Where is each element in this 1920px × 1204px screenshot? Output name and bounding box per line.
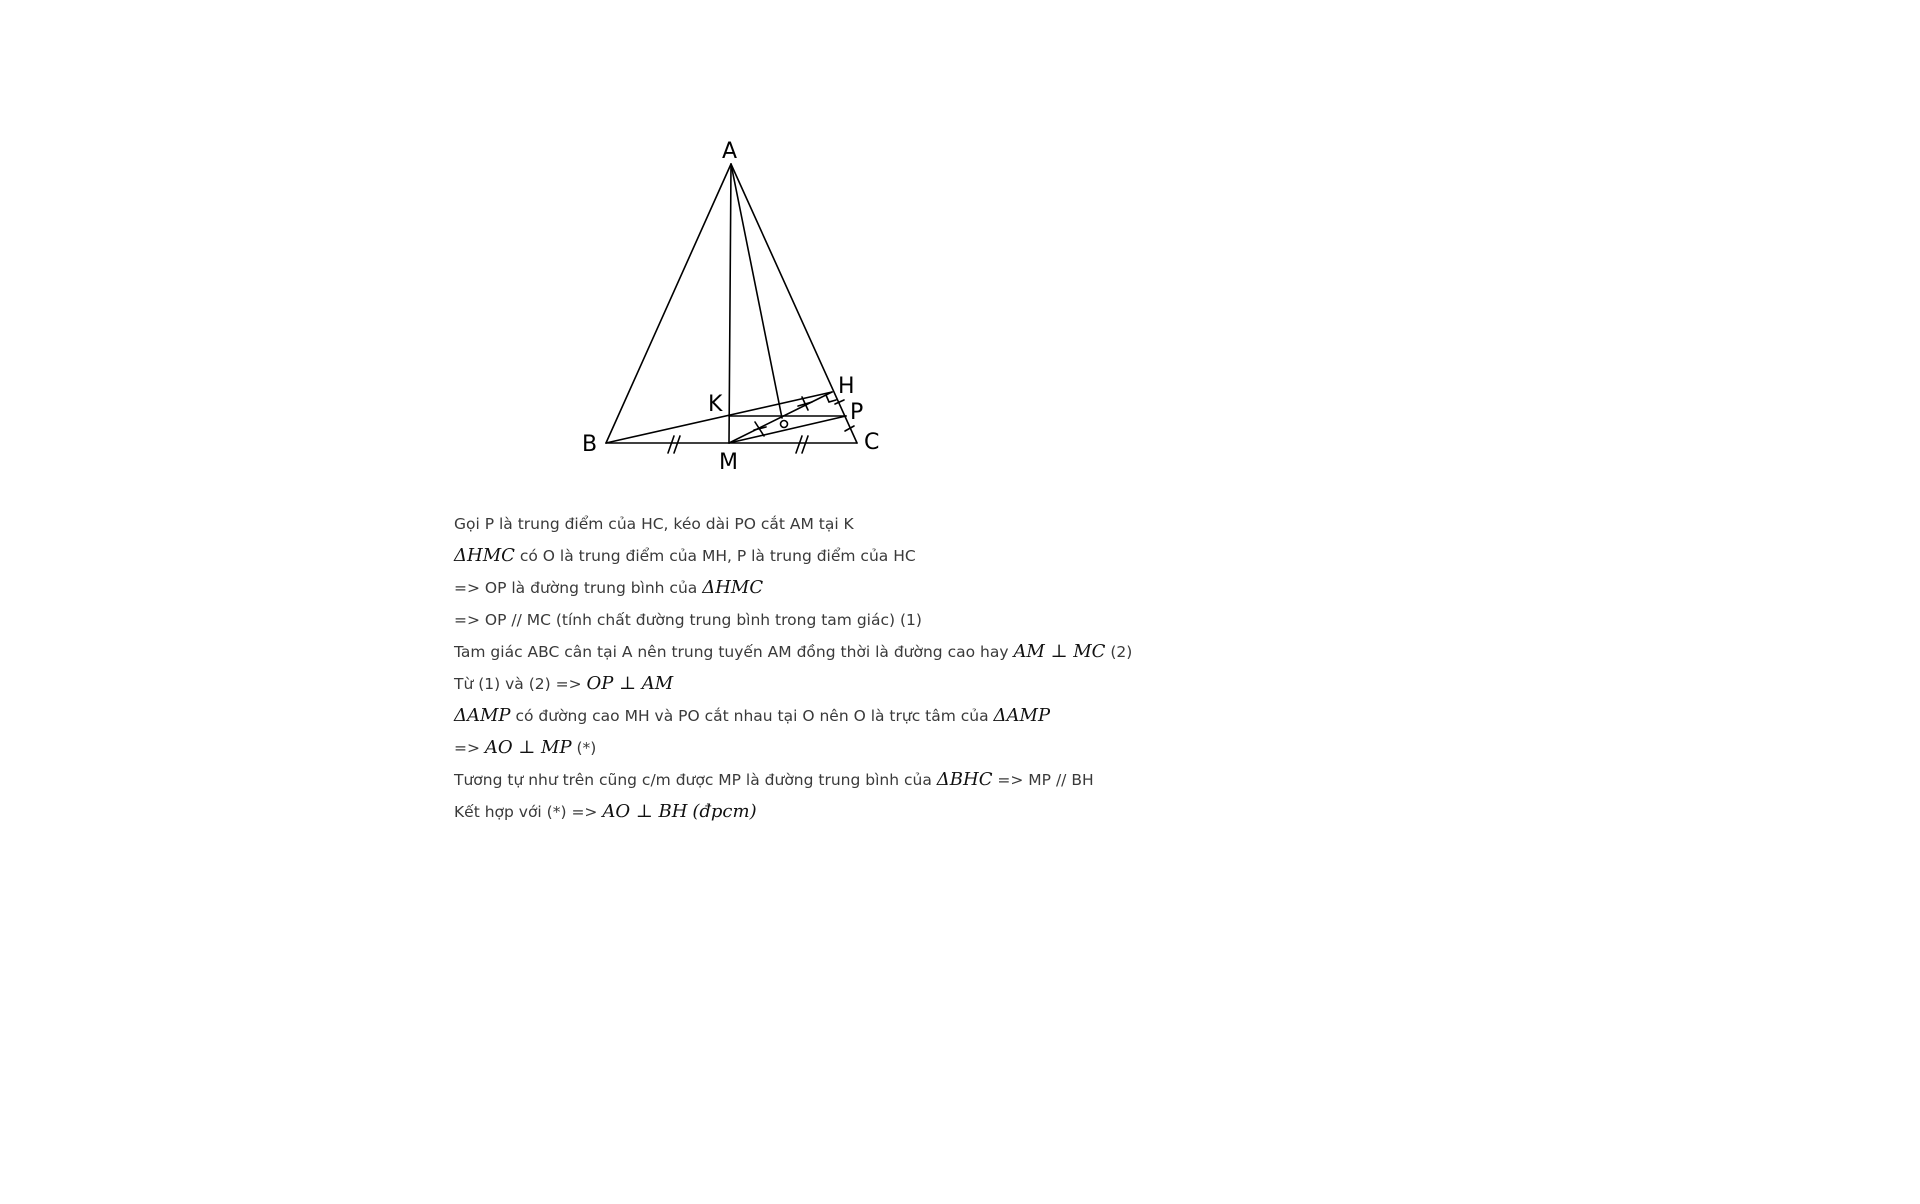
math-AO-perp-BH: AO ⊥ BH [602, 801, 688, 822]
solution-line-8 [454, 732, 1354, 764]
text: có O là trung điểm của MH, P là trung điểm của HC [514, 547, 916, 565]
point-O-marker [781, 421, 788, 428]
tick-BM-2 [674, 436, 680, 453]
math-dpcm: đpcm [699, 801, 750, 822]
math-paren-open: ( [692, 801, 700, 822]
math-triangle-HMC: ΔHMC [702, 577, 764, 598]
math-OP-perp-AM: OP ⊥ AM [586, 673, 674, 694]
label-B: B [582, 432, 598, 457]
text: => [454, 739, 485, 757]
text: Tam giác ABC cân tại A nên trung tuyến AM đồng thời là đường cao hay [454, 643, 1014, 661]
text: => OP là đường trung bình của [454, 579, 703, 597]
segment-AM [729, 164, 731, 443]
label-A: A [722, 139, 738, 164]
label-M: M [719, 450, 738, 475]
text: Gọi P là trung điểm của HC, kéo dài PO cắt AM tại K [454, 515, 854, 533]
math-AM-perp-MC: AM ⊥ MC [1013, 641, 1106, 662]
text: Tương tự như trên cũng c/m được MP là đường trung bình của [454, 771, 937, 789]
math-triangle-AMP-2: ΔAMP [993, 705, 1051, 726]
label-P: P [850, 400, 864, 425]
right-angle-mark-H [826, 395, 836, 402]
tick-BM-1 [668, 436, 674, 453]
text: => OP // MC (tính chất đường trung bình trong tam giác) (1) [454, 611, 922, 629]
segment-MH [729, 392, 832, 443]
solution-line-4 [454, 604, 1354, 636]
solution-line-5 [454, 636, 1354, 668]
tick-MC-1 [796, 436, 802, 453]
solution-text [454, 508, 1354, 828]
math-paren-close: ) [749, 801, 757, 822]
tick-MC-2 [802, 436, 808, 453]
text: Từ (1) và (2) => [454, 675, 587, 693]
text-tail: (*) [571, 739, 597, 757]
solution-line-3 [454, 572, 1354, 604]
math-triangle-AMP: ΔAMP [454, 705, 511, 726]
solution-line-10 [454, 796, 1354, 828]
label-K: K [708, 392, 723, 417]
segment-AO [731, 164, 782, 418]
text-tail: => MP // BH [992, 771, 1094, 789]
solution-line-6 [454, 668, 1354, 700]
solution-line-1 [454, 508, 1354, 540]
text: có đường cao MH và PO cắt nhau tại O nên O là trực tâm của [510, 707, 994, 725]
math-AO-perp-MP: AO ⊥ MP [484, 737, 572, 758]
segment-MP [729, 416, 846, 443]
solution-line-9 [454, 764, 1354, 796]
label-C: C [864, 430, 880, 455]
math-triangle-HMC: ΔHMC [454, 545, 515, 566]
math-triangle-BHC: ΔBHC [936, 769, 993, 790]
solution-line-7 [454, 700, 1354, 732]
label-H: H [838, 374, 855, 399]
solution-line-2 [454, 540, 1354, 572]
text: Kết hợp với (*) => [454, 803, 603, 821]
text-tail: (2) [1105, 643, 1133, 661]
